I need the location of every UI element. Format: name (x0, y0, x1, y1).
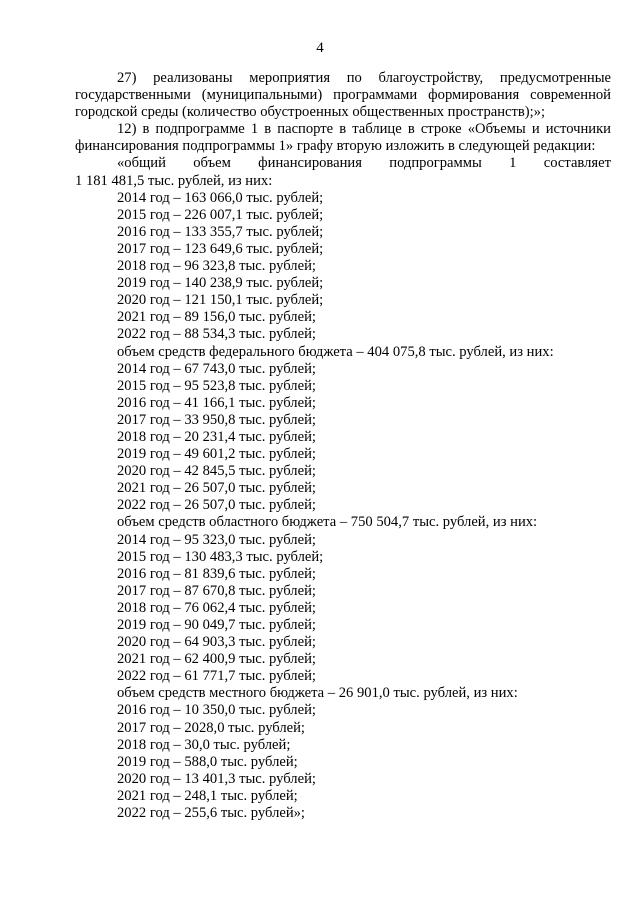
local-budget-heading: объем средств местного бюджета – 26 901,0 тыс. рублей, из них: (117, 685, 518, 702)
total-years-list (75, 190, 611, 344)
year-line: 2017 год – 2028,0 тыс. рублей; (117, 719, 305, 736)
year-line: 2017 год – 33 950,8 тыс. рублей; (117, 411, 316, 428)
year-line: 2022 год – 61 771,7 тыс. рублей; (117, 668, 316, 685)
regional-budget-heading: объем средств областного бюджета – 750 504,7 тыс. рублей, из них: (117, 514, 538, 531)
year-line: 2020 год – 42 845,5 тыс. рублей; (117, 463, 316, 480)
paragraph-item-12: 12) в подпрограмме 1 в паспорте в таблице в строке «Объемы и источники финансирования подпрограммы 1» графу вторую изложить в следующей редакции: (75, 121, 611, 155)
year-line: 2022 год – 88 534,3 тыс. рублей; (117, 326, 316, 343)
year-line: 2020 год – 64 903,3 тыс. рублей; (117, 634, 316, 651)
year-line: 2022 год – 255,6 тыс. рублей»; (117, 805, 305, 822)
year-line: 2019 год – 90 049,7 тыс. рублей; (117, 617, 316, 633)
year-line: 2015 год – 130 483,3 тыс. рублей; (117, 548, 324, 565)
year-line: 2018 год – 76 062,4 тыс. рублей; (117, 599, 316, 616)
year-line: 2018 год – 30,0 тыс. рублей; (117, 736, 291, 753)
year-line: 2017 год – 87 670,8 тыс. рублей; (117, 582, 316, 599)
year-line: 2016 год – 133 355,7 тыс. рублей; (117, 223, 324, 240)
regional-years-list (75, 532, 611, 686)
year-line: 2018 год – 20 231,4 тыс. рублей; (117, 428, 316, 445)
year-line: 2016 год – 41 166,1 тыс. рублей; (117, 394, 316, 411)
year-line: 2016 год – 81 839,6 тыс. рублей; (117, 565, 316, 582)
total-financing-value: 1 181 481,5 тыс. рублей, из них: (75, 172, 273, 189)
year-line: 2018 год – 96 323,8 тыс. рублей; (117, 258, 316, 275)
document-body (75, 70, 611, 822)
total-financing-intro: «общий объем финансирования подпрограммы 1 составляет (117, 155, 611, 172)
paragraph-item-27: 27) реализованы мероприятия по благоустройству, предусмотренные государственными (муниципальными) программами формирования современной городской среды (количество обустроенных общественных пространств);»; (75, 70, 611, 121)
year-line: 2017 год – 123 649,6 тыс. рублей; (117, 240, 324, 257)
year-line: 2022 год – 26 507,0 тыс. рублей; (117, 497, 316, 514)
federal-budget-heading: объем средств федерального бюджета – 404 075,8 тыс. рублей, из них: (117, 343, 554, 360)
year-line: 2014 год – 67 743,0 тыс. рублей; (117, 360, 316, 377)
year-line: 2014 год – 163 066,0 тыс. рублей; (117, 189, 324, 206)
federal-years-list (75, 361, 611, 515)
year-line: 2021 год – 26 507,0 тыс. рублей; (117, 480, 316, 497)
year-line: 2019 год – 140 238,9 тыс. рублей; (117, 275, 324, 292)
year-line: 2021 год – 89 156,0 тыс. рублей; (117, 309, 316, 326)
year-line: 2021 год – 62 400,9 тыс. рублей; (117, 651, 316, 668)
year-line: 2015 год – 226 007,1 тыс. рублей; (117, 206, 324, 223)
year-line: 2021 год – 248,1 тыс. рублей; (117, 787, 298, 804)
year-line: 2020 год – 13 401,3 тыс. рублей; (117, 770, 316, 787)
year-line: 2019 год – 49 601,2 тыс. рублей; (117, 446, 316, 463)
year-line: 2015 год – 95 523,8 тыс. рублей; (117, 377, 316, 394)
local-years-list (75, 702, 611, 822)
year-line: 2019 год – 588,0 тыс. рублей; (117, 753, 298, 770)
year-line: 2016 год – 10 350,0 тыс. рублей; (117, 702, 316, 719)
page-number: 4 (316, 40, 324, 56)
year-line: 2020 год – 121 150,1 тыс. рублей; (117, 292, 324, 309)
year-line: 2014 год – 95 323,0 тыс. рублей; (117, 531, 316, 548)
